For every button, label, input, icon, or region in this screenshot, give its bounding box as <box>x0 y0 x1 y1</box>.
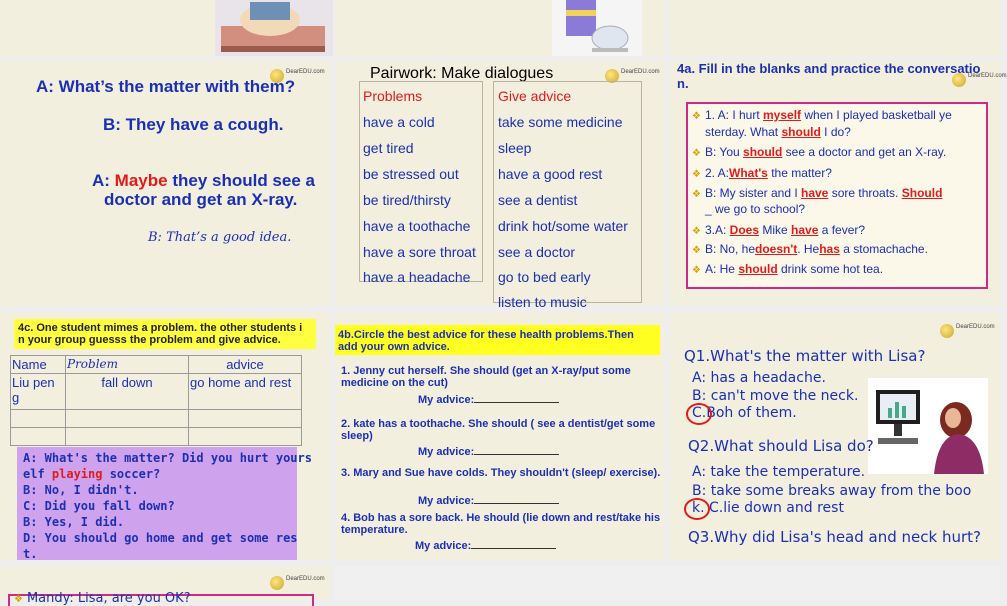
slide-fill-blanks[interactable] <box>670 61 1007 306</box>
q1-option-b: B: can't move the neck. <box>692 388 859 404</box>
top-left-slide[interactable] <box>0 0 330 56</box>
top-middle-slide[interactable] <box>335 0 665 56</box>
mandy-line: ❖ Mandy: Lisa, are you OK? <box>14 591 191 606</box>
slide1-answer-maybe: A: Maybe they should see a <box>92 171 315 190</box>
problem-item: get tired <box>363 140 414 156</box>
q2-option-b: B: take some breaks away from the boo <box>692 483 972 499</box>
bullet-icon: ❖ <box>692 111 701 122</box>
my-advice-2: My advice: <box>418 444 559 458</box>
health-item-2: 2. kate has a toothache. She should ( see a dentist/get some sleep) <box>341 418 656 442</box>
question-2: Q2.What should Lisa do? <box>688 437 874 455</box>
health-item-1: 1. Jenny cut herself. She should (get an X-ray/put some medicine on the cut) <box>341 365 631 389</box>
my-advice-3: My advice: <box>418 493 559 507</box>
advice-item: have a good rest <box>498 166 603 182</box>
slide1-question: A: What’s the matter with them? <box>36 77 296 96</box>
answer-circle-q2 <box>684 498 710 520</box>
conv-line-2: sterday. What should I do? <box>705 125 851 139</box>
dialogue-line: B: No, I didn't. <box>23 483 139 497</box>
answer-blank[interactable] <box>474 444 559 455</box>
bullet-icon: ❖ <box>692 226 701 237</box>
col-advice: advice <box>189 356 302 374</box>
instruction-line2: add your own advice. <box>338 341 450 353</box>
slide-lisa-questions[interactable] <box>670 312 1000 560</box>
mime-table <box>10 355 302 446</box>
instruction-banner <box>335 325 660 355</box>
bullet-icon: ❖ <box>692 169 701 180</box>
q1-option-c: C.Boh of them. <box>692 405 797 421</box>
cell-advice: go home and rest <box>189 374 302 410</box>
dialogue-line: t. <box>23 547 38 561</box>
bullet-icon: ❖ <box>692 148 701 159</box>
dialogue-line: C: Did you fall down? <box>23 499 175 513</box>
bullet-icon: ❖ <box>14 594 23 605</box>
bullet-icon: ❖ <box>692 265 701 276</box>
conv-line-7: ❖ 3.A: Does Mike have a fever? <box>692 223 866 237</box>
conv-line-9: ❖ A: He should drink some hot tea. <box>692 262 884 276</box>
slide1-answer-line2: doctor and get an X-ray. <box>104 190 298 209</box>
answer-blank[interactable] <box>474 392 559 403</box>
health-item-3: 3. Mary and Sue have colds. They shouldn't (sleep/ exercise). <box>341 467 661 479</box>
problem-item: have a toothache <box>363 218 471 234</box>
col-name: Name <box>11 356 66 374</box>
my-advice-4: My advice: <box>415 538 556 552</box>
dearedu-logo: DearEDU.com <box>270 576 318 590</box>
dearedu-logo: DearEDU.com <box>940 324 988 338</box>
cartoon-person-image <box>552 0 642 56</box>
dialogue-line: A: What's the matter? Did you hurt yours <box>23 451 312 465</box>
health-item-4: 4. Bob has a sore back. He should (lie down and rest/take his temperature. <box>341 512 661 536</box>
problem-item: have a sore throat <box>363 244 476 260</box>
instruction-banner <box>14 319 316 349</box>
slide-circle-advice[interactable] <box>335 312 665 560</box>
cell-problem: fall down <box>66 374 189 410</box>
advice-item: listen to music <box>498 294 587 310</box>
cartoon-bed-image <box>215 0 333 56</box>
top-right-slide[interactable] <box>670 0 1000 56</box>
col-problem: Problem <box>66 356 189 374</box>
slide-pairwork[interactable] <box>335 61 665 310</box>
conv-line-3: ❖ B: You should see a doctor and get an X-ray. <box>692 145 947 159</box>
q2-option-a: A: take the temperature. <box>692 464 866 480</box>
dearedu-logo: DearEDU.com <box>605 69 653 83</box>
answer-circle-q1 <box>686 403 712 425</box>
problem-item: have a cold <box>363 114 435 130</box>
problem-item: have a headache <box>363 269 471 285</box>
slide-dialogue-cough[interactable] <box>0 61 330 306</box>
slide-mandy-dialogue[interactable] <box>0 566 330 606</box>
conv-line-6: _ we go to school? <box>705 202 806 216</box>
slide-mime-problem[interactable] <box>0 312 330 560</box>
advice-item: see a dentist <box>498 192 578 208</box>
instruction-line2: n your group guesss the problem and give advice. <box>18 334 281 346</box>
problem-item: be stressed out <box>363 166 459 182</box>
question-3: Q3.Why did Lisa's head and neck hurt? <box>688 528 981 546</box>
slide3-title-line1: 4a. Fill in the blanks and practice the conversatio <box>677 61 981 76</box>
advice-item: sleep <box>498 140 532 156</box>
dearedu-logo: DearEDU.com <box>952 73 1000 87</box>
slide3-title-line2: n. <box>677 76 689 91</box>
q1-option-a: A: has a headache. <box>692 370 826 386</box>
advice-header: Give advice <box>498 88 572 104</box>
dialogue-box <box>17 447 312 561</box>
instruction-line1: 4b.Circle the best advice for these health problems.Then <box>338 329 634 341</box>
cell-name: Liu pen g <box>11 374 66 410</box>
instruction-line1: 4c. One student mimes a problem. the other students i <box>18 322 303 334</box>
conv-line-4: ❖ 2. A:What's the matter? <box>692 166 832 180</box>
advice-item: drink hot/some water <box>498 218 628 234</box>
conv-line-8: ❖ B: No, hedoesn't. Hehas a stomachache. <box>692 242 928 256</box>
question-1: Q1.What's the matter with Lisa? <box>684 347 926 365</box>
advice-item: go to bed early <box>498 269 591 285</box>
woman-computer-image <box>868 378 988 474</box>
my-advice-1: My advice: <box>418 392 559 406</box>
conv-line-1: ❖ 1. A: I hurt myself when I played basketball ye <box>692 108 952 122</box>
dearedu-logo: DearEDU.com <box>270 69 318 83</box>
answer-blank[interactable] <box>474 493 559 504</box>
slide1-reply: B: That’s a good idea. <box>148 230 292 245</box>
answer-blank[interactable] <box>471 538 556 549</box>
dialogue-line: elf playing soccer? <box>23 467 161 481</box>
problem-item: be tired/thirsty <box>363 192 451 208</box>
bullet-icon: ❖ <box>692 189 701 200</box>
advice-item: take some medicine <box>498 114 623 130</box>
slide1-answer-cough: B: They have a cough. <box>103 115 284 134</box>
bullet-icon: ❖ <box>692 245 701 256</box>
q2-option-c: k. C.lie down and rest <box>692 500 844 516</box>
advice-item: see a doctor <box>498 244 576 260</box>
problems-header: Problems <box>363 88 423 104</box>
slide2-title: Pairwork: Make dialogues <box>370 65 554 82</box>
bottom-empty-area <box>335 566 1000 600</box>
dialogue-line: B: Yes, I did. <box>23 515 125 529</box>
conv-line-5: ❖ B: My sister and I have sore throats. Should <box>692 186 943 200</box>
dialogue-line: D: You should go home and get some res <box>23 531 298 545</box>
